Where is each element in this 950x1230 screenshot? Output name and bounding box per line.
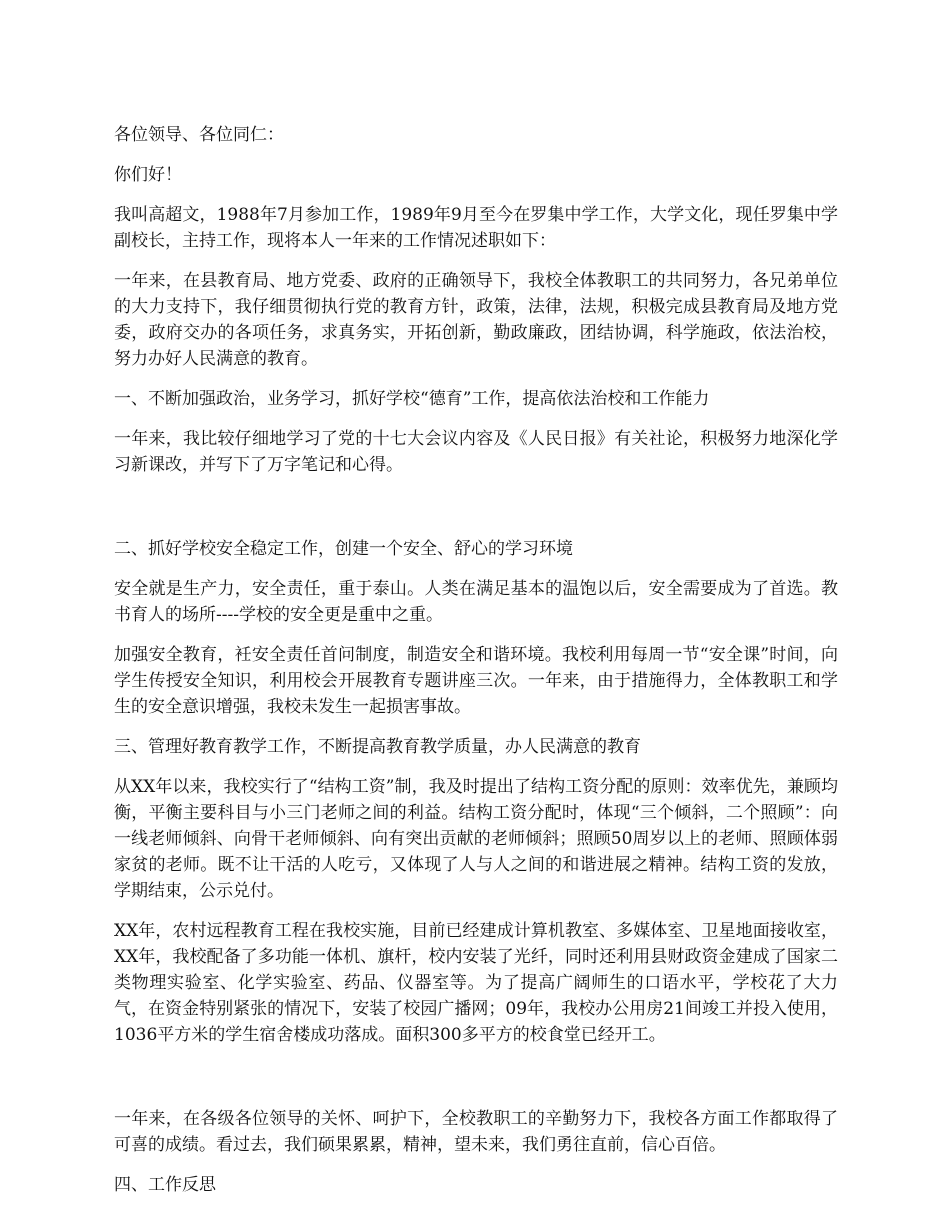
document-body xyxy=(114,122,838,1212)
section-heading-3: 三、管理好教育教学工作，不断提高教育教学质量，办人民满意的教育 xyxy=(114,737,641,757)
paragraph-gap xyxy=(114,1062,838,1106)
summary-paragraph: 一年来，在各级各位领导的关怀、呵护下，全校教职工的辛勤努力下，我校各方面工作都取得了可喜的成绩。看过去，我们硕果累累，精神，望未来，我们勇往直前，信心百倍。 xyxy=(114,1109,838,1155)
section-3-paragraph-2: XX年，农村远程教育工程在我校实施，目前已经建成计算机教室、多媒体室、卫星地面接收室， XX年，我校配备了多功能一体机、旗杆，校内安装了光纤，同时还利用县财政资金建成了国家二类物理实验室、化学实验室、药品、仪器室等。为了提高广阔师生的口语水平，学校花了大力气，在资金特别紧张的情况下，安装了校园广播网；09年，我校办公用房21间竣工并投入使用， 1036平方米的学生宿舍楼成功落成。面积300多平方的校食堂已经开工。 xyxy=(114,921,838,1045)
greeting: 你们好！ xyxy=(114,165,182,185)
section-2-paragraph-2: 加强安全教育，衽安全责任首问制度，制造安全和谐环境。我校利用每周一节“安全课”时间，向学生传授安全知识，利用校会开展教育专题讲座三次。一年来，由于措施得力，全体教职工和学生的安全意识增强，我校未发生一起损害事故。 xyxy=(114,645,838,717)
section-heading-4: 四、工作反思 xyxy=(114,1175,216,1195)
intro-paragraph: 我叫高超文，1988年7月参加工作，1989年9月至今在罗集中学工作，大学文化，现任罗集中学副校长，主持工作，现将本人一年来的工作情况述职如下： xyxy=(114,205,838,251)
section-2-paragraph-1: 安全就是生产力，安全责任，重于泰山。人类在满足基本的温饱以后，安全需要成为了首选。教书育人的场所----学校的安全更是重中之重。 xyxy=(114,579,838,625)
overview-paragraph: 一年来，在县教育局、地方党委、政府的正确领导下，我校全体教职工的共同努力，各兄弟单位的大力支持下，我仔细贯彻执行党的教育方针，政策，法律，法规，积极完成县教育局及地方党委，政府交办的各项任务，求真务实，开拓创新，勤政廉政，团结协调，科学施政，依法治校，努力办好人民满意的教育。 xyxy=(114,271,838,369)
section-3-paragraph-1: 从XX年以来，我校实行了“结构工资”制，我及时提出了结构工资分配的原则：效率优先，兼顾均衡，平衡主要科目与小三门老师之间的利益。结构工资分配时，体现“三个倾斜，二个照顾”：向一线老师倾斜、向骨干老师倾斜、向有突出贡献的老师倾斜；照顾50周岁以上的老师、照顾体弱家贫的老师。既不让干活的人吃亏，又体现了人与人之间的和谐进展之精神。结构工资的发放，学期结束，公示兑付。 xyxy=(114,777,838,901)
section-heading-2: 二、抓好学校安全稳定工作，创建一个安全、舒心的学习环境 xyxy=(114,539,573,559)
section-1-paragraph: 一年来，我比较仔细地学习了党的十七大会议内容及《人民日报》有关社论，积极努力地深化学习新课改，并写下了万字笔记和心得。 xyxy=(114,429,838,475)
paragraph-gap xyxy=(114,492,838,536)
section-heading-1: 一、不断加强政治，业务学习，抓好学校“德育”工作，提高依法治校和工作能力 xyxy=(114,389,710,409)
salutation: 各位领导、各位同仁： xyxy=(114,125,284,145)
